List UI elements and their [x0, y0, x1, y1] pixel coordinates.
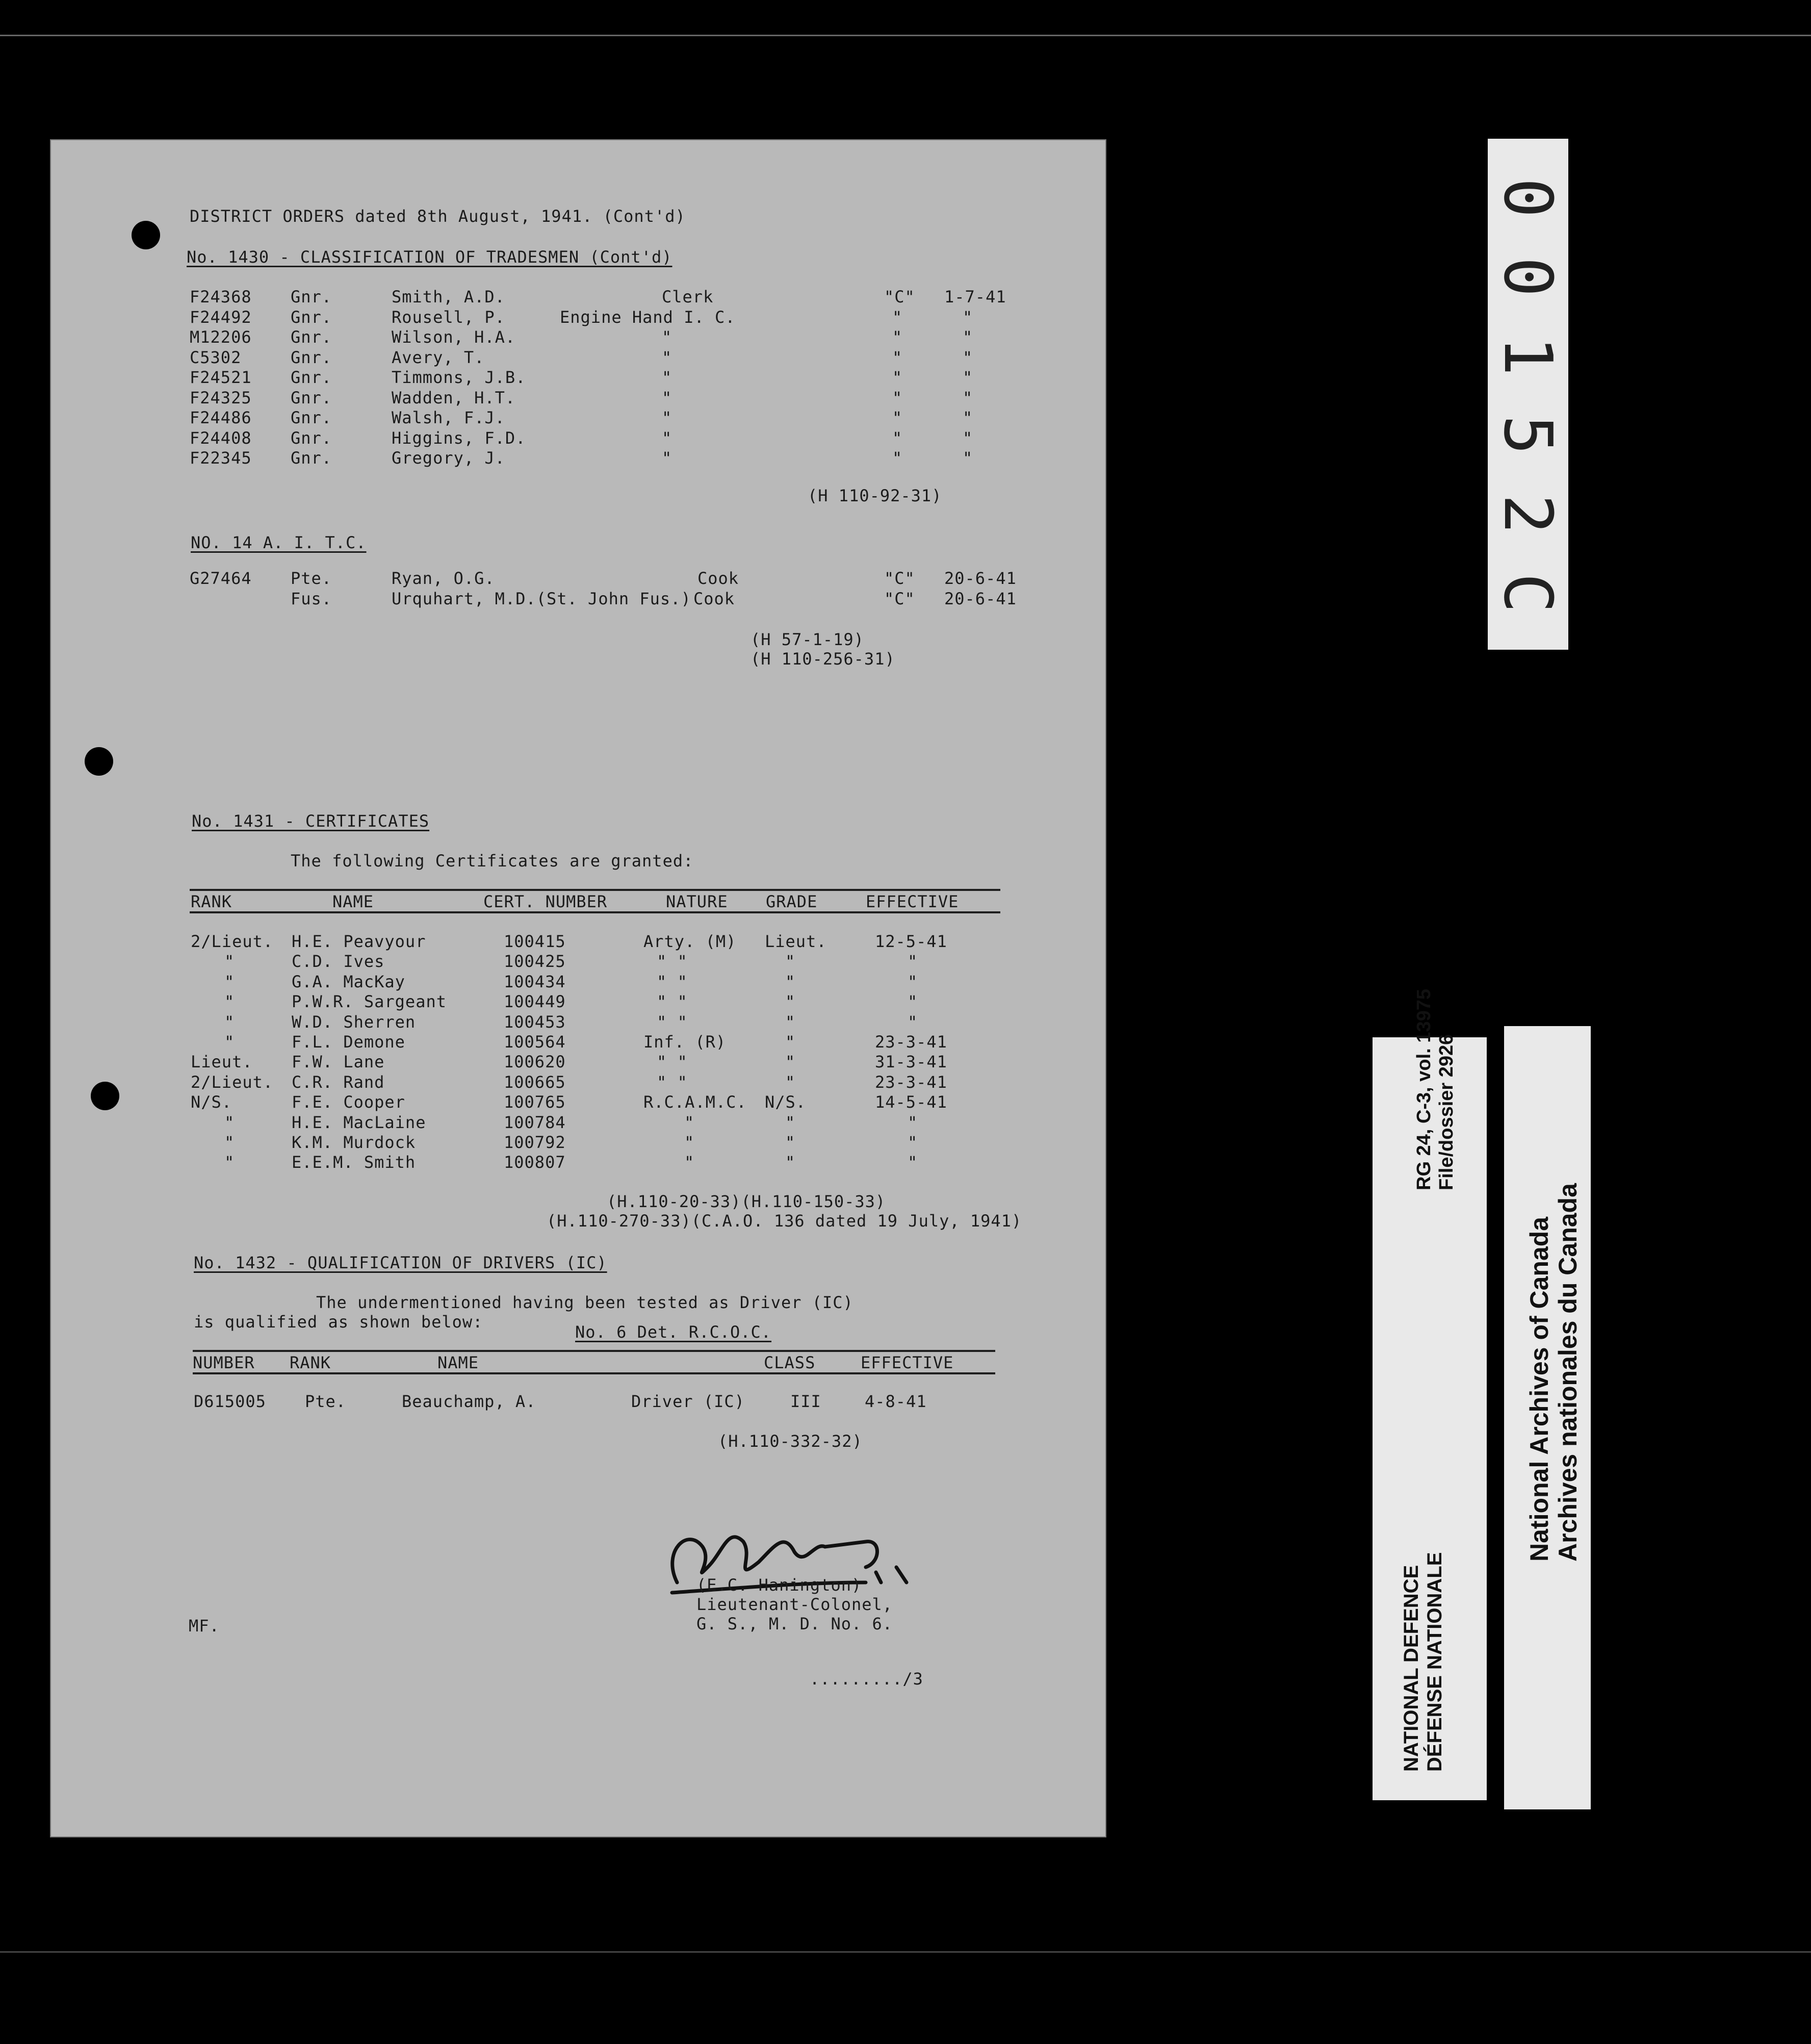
effective: 12-5-41: [875, 932, 947, 951]
section-1432-intro-cont: is qualified as shown below:: [194, 1312, 483, 1332]
name: Gregory, J.: [392, 448, 505, 468]
signatory-name: (E.C. Hanington): [696, 1575, 862, 1595]
frame-number-strip: [1488, 139, 1568, 650]
punch-hole: [85, 747, 113, 776]
cert-number: 100807: [504, 1153, 566, 1172]
nature: " ": [657, 1072, 688, 1092]
effective: ": [963, 388, 973, 407]
column-header: NAME: [332, 892, 374, 911]
grade: ": [785, 1012, 796, 1032]
name: Beauchamp, A.: [402, 1392, 536, 1411]
rank: Pte.: [291, 569, 332, 588]
rank: Gnr.: [291, 347, 332, 367]
rule: [190, 911, 1000, 913]
service-number: G27464: [190, 569, 252, 588]
effective: ": [963, 307, 973, 327]
cert-number: 100620: [504, 1052, 566, 1072]
effective: ": [963, 368, 973, 387]
service-number: M12206: [190, 327, 252, 347]
service-number: F24368: [190, 287, 252, 306]
reference: (H 110-92-31): [808, 486, 942, 505]
rank: ": [224, 1153, 235, 1172]
archives-canada-label: [1504, 1026, 1591, 1809]
cert-number: 100453: [504, 1012, 566, 1032]
column-header: EFFECTIVE: [866, 892, 959, 911]
cert-number: 100425: [504, 952, 566, 972]
column-header: RANK: [191, 892, 232, 911]
nature: ": [684, 1133, 695, 1152]
archive-file: File/dossier 2926: [1436, 1034, 1457, 1190]
nature: " ": [657, 952, 688, 972]
name: F.W. Lane: [292, 1052, 385, 1072]
cert-number: 100784: [504, 1112, 566, 1132]
archive-reference-label: [1373, 989, 1487, 1800]
name: K.M. Murdock: [292, 1133, 416, 1152]
rank: Gnr.: [291, 327, 332, 347]
effective: 23-3-41: [875, 1072, 947, 1092]
grade: ": [785, 992, 796, 1012]
rank: Gnr.: [291, 428, 332, 448]
rank: Gnr.: [291, 448, 332, 468]
grade: Lieut.: [765, 932, 827, 951]
effective: 1-7-41: [944, 287, 1006, 306]
frame-number-digit: 5: [1489, 415, 1567, 455]
archives-name-fr: Archives nationales du Canada: [1554, 1183, 1582, 1562]
section-1432-title: No. 1432 - QUALIFICATION OF DRIVERS (IC): [194, 1253, 607, 1272]
grade: ": [785, 1133, 796, 1152]
rank: ": [224, 952, 235, 972]
name: Smith, A.D.: [392, 287, 505, 306]
class: ": [892, 368, 903, 387]
trade: ": [662, 388, 672, 407]
rank: ": [224, 1133, 235, 1152]
cert-number: 100564: [504, 1032, 566, 1052]
name: F.L. Demone: [292, 1032, 405, 1052]
archives-name-en: National Archives of Canada: [1525, 1216, 1554, 1562]
page-continuation: ........./3: [810, 1669, 923, 1689]
signatory-unit: G. S., M. D. No. 6.: [696, 1614, 893, 1633]
name: Rousell, P.: [392, 307, 505, 327]
reference: (H.110-20-33)(H.110-150-33): [607, 1192, 886, 1211]
archive-ref: RG 24, C-3, vol. 13975: [1413, 989, 1435, 1190]
trade: ": [662, 368, 672, 387]
cert-number: 100434: [504, 972, 566, 991]
rank: ": [224, 972, 235, 991]
nature: " ": [657, 972, 688, 991]
class: ": [892, 428, 903, 448]
rank: Lieut.: [191, 1052, 253, 1072]
service-number: F24486: [190, 408, 252, 427]
name: Avery, T.: [392, 347, 485, 367]
trade: Cook: [693, 589, 735, 608]
effective: ": [908, 952, 918, 972]
effective: ": [908, 992, 918, 1012]
reference: (H 57-1-19): [751, 630, 864, 649]
effective: ": [963, 448, 973, 468]
trade: Driver (IC): [631, 1392, 745, 1411]
effective: ": [908, 1012, 918, 1032]
name: Ryan, O.G.: [392, 569, 495, 588]
film-edge-bottom: [0, 1951, 1811, 1953]
cert-number: 100792: [504, 1133, 566, 1152]
name: C.D. Ives: [292, 952, 385, 972]
service-number: D615005: [194, 1392, 266, 1411]
unit-label: No. 6 Det. R.C.O.C.: [575, 1322, 772, 1342]
name: Timmons, J.B.: [392, 368, 526, 387]
name: Wilson, H.A.: [392, 327, 516, 347]
trade: Cook: [697, 569, 739, 588]
effective: ": [963, 327, 973, 347]
name: Higgins, F.D.: [392, 428, 526, 448]
frame-number-digit: C: [1489, 573, 1567, 614]
effective: ": [963, 428, 973, 448]
cert-number: 100765: [504, 1092, 566, 1112]
name: E.E.M. Smith: [292, 1153, 416, 1172]
section-1432-intro: The undermentioned having been tested as Driver (IC): [316, 1293, 853, 1312]
class: III: [790, 1392, 821, 1411]
punch-hole: [91, 1082, 119, 1110]
rank: 2/Lieut.: [191, 932, 274, 951]
nature: " ": [657, 992, 688, 1012]
effective: ": [908, 972, 918, 991]
grade: ": [785, 1112, 796, 1132]
effective: 14-5-41: [875, 1092, 947, 1112]
department-fr: DÉFENSE NATIONALE: [1424, 1552, 1446, 1772]
class: "C": [884, 287, 915, 306]
class: ": [892, 408, 903, 427]
class: ": [892, 307, 903, 327]
rank: ": [224, 1112, 235, 1132]
rank: ": [224, 992, 235, 1012]
nature: Arty. (M): [643, 932, 737, 951]
column-header: GRADE: [766, 892, 818, 911]
effective: 20-6-41: [944, 589, 1017, 608]
document-title: DISTRICT ORDERS dated 8th August, 1941. (Cont'd): [190, 207, 686, 226]
class: ": [892, 347, 903, 367]
rank: ": [224, 1012, 235, 1032]
effective: ": [908, 1153, 918, 1172]
service-number: F24492: [190, 307, 252, 327]
cert-number: 100449: [504, 992, 566, 1012]
rank: Fus.: [291, 589, 332, 608]
name: Walsh, F.J.: [392, 408, 505, 427]
nature: " ": [657, 1052, 688, 1072]
rank: Gnr.: [291, 287, 332, 306]
column-header: NUMBER: [193, 1353, 255, 1372]
trade: ": [662, 408, 672, 427]
service-number: F24521: [190, 368, 252, 387]
class: ": [892, 327, 903, 347]
rank: Gnr.: [291, 388, 332, 407]
trade: ": [662, 448, 672, 468]
section-1431-intro: The following Certificates are granted:: [291, 851, 694, 871]
grade: ": [785, 952, 796, 972]
nature: ": [684, 1112, 695, 1132]
effective: ": [963, 408, 973, 427]
cert-number: 100665: [504, 1072, 566, 1092]
service-number: F24408: [190, 428, 252, 448]
effective: ": [908, 1112, 918, 1132]
service-number: F24325: [190, 388, 252, 407]
name: H.E. MacLaine: [292, 1112, 426, 1132]
film-edge-top: [0, 35, 1811, 36]
frame-number-digit: 2: [1489, 494, 1567, 534]
name: W.D. Sherren: [292, 1012, 416, 1032]
rank: N/S.: [191, 1092, 232, 1112]
effective: 4-8-41: [865, 1392, 927, 1411]
cert-number: 100415: [504, 932, 566, 951]
column-header: EFFECTIVE: [861, 1353, 954, 1372]
frame-number-digit: 0: [1489, 257, 1567, 297]
rule: [193, 1372, 995, 1374]
class: "C": [884, 569, 915, 588]
trade: ": [662, 428, 672, 448]
reference: (H.110-270-33)(C.A.O. 136 dated 19 July, 1941): [547, 1211, 1022, 1231]
frame-number-digit: 1: [1489, 336, 1567, 376]
effective: 23-3-41: [875, 1032, 947, 1052]
column-header: CLASS: [764, 1353, 816, 1372]
rank: 2/Lieut.: [191, 1072, 274, 1092]
rank: ": [224, 1032, 235, 1052]
column-header: NATURE: [666, 892, 728, 911]
trade: Clerk: [662, 287, 714, 306]
typist-initials: MF.: [189, 1616, 220, 1636]
rank: Pte.: [305, 1392, 347, 1411]
grade: ": [785, 972, 796, 991]
rank: Gnr.: [291, 307, 332, 327]
grade: N/S.: [765, 1092, 807, 1112]
class: ": [892, 448, 903, 468]
document-page: [50, 139, 1106, 1837]
trade: ": [662, 347, 672, 367]
grade: ": [785, 1072, 796, 1092]
rule: [193, 1350, 995, 1352]
nature: R.C.A.M.C.: [643, 1092, 747, 1112]
name: Urquhart, M.D.(St. John Fus.): [392, 589, 691, 608]
department-en: NATIONAL DEFENCE: [1400, 1565, 1422, 1772]
column-header: RANK: [290, 1353, 331, 1372]
section-1431-title: No. 1431 - CERTIFICATES: [192, 811, 430, 831]
reference: (H 110-256-31): [751, 649, 895, 669]
service-number: F22345: [190, 448, 252, 468]
aitc-title: NO. 14 A. I. T.C.: [191, 533, 367, 552]
nature: " ": [657, 1012, 688, 1032]
name: H.E. Peavyour: [292, 932, 426, 951]
effective: ": [908, 1133, 918, 1152]
column-header: NAME: [437, 1353, 479, 1372]
trade: ": [662, 327, 672, 347]
name: F.E. Cooper: [292, 1092, 405, 1112]
column-header: CERT. NUMBER: [483, 892, 608, 911]
punch-hole: [132, 221, 160, 249]
class: ": [892, 388, 903, 407]
signatory-rank: Lieutenant-Colonel,: [696, 1595, 893, 1614]
effective: ": [963, 347, 973, 367]
service-number: C5302: [190, 347, 242, 367]
nature: Inf. (R): [643, 1032, 727, 1052]
rank: Gnr.: [291, 408, 332, 427]
name: C.R. Rand: [292, 1072, 385, 1092]
effective: 31-3-41: [875, 1052, 947, 1072]
name: P.W.R. Sargeant: [292, 992, 447, 1012]
nature: ": [684, 1153, 695, 1172]
name: Wadden, H.T.: [392, 388, 516, 407]
grade: ": [785, 1052, 796, 1072]
reference: (H.110-332-32): [718, 1432, 863, 1451]
rule: [190, 889, 1000, 891]
effective: 20-6-41: [944, 569, 1017, 588]
rank: Gnr.: [291, 368, 332, 387]
class: "C": [884, 589, 915, 608]
frame-number-digit: 0: [1489, 177, 1567, 218]
grade: ": [785, 1032, 796, 1052]
section-1430-title: No. 1430 - CLASSIFICATION OF TRADESMEN (Cont'd): [187, 247, 672, 267]
grade: ": [785, 1153, 796, 1172]
trade: Engine Hand I. C.: [560, 307, 736, 327]
name: G.A. MacKay: [292, 972, 405, 991]
